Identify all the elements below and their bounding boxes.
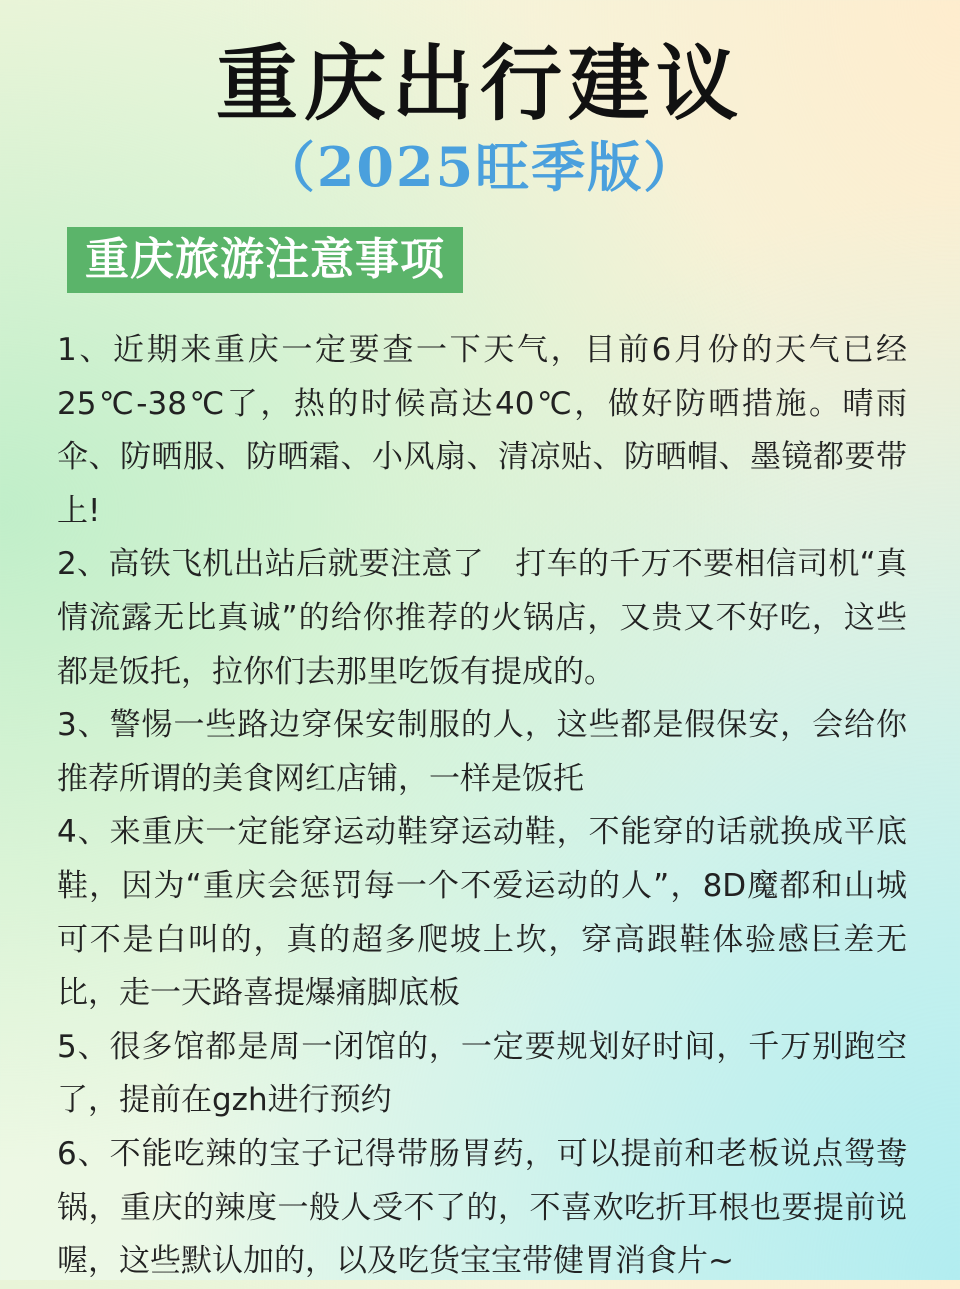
tips-list	[57, 324, 907, 1289]
tip-item-2: 2、高铁飞机出站后就要注意了 打车的千万不要相信司机“真情流露无比真诚”的给你推荐的火锅店，又贵又不好吃，这些都是饭托，拉你们去那里吃饭有提成的。	[57, 546, 907, 690]
tip-item-4: 4、来重庆一定能穿运动鞋穿运动鞋，不能穿的话就换成平底鞋，因为“重庆会惩罚每一个不爱运动的人”，8D魔都和山城可不是白叫的，真的超多爬坡上坎，穿高跟鞋体验感巨差无比，走一天路喜提爆痛脚底板	[57, 814, 907, 1012]
tip-item-5: 5、很多馆都是周一闭馆的，一定要规划好时间，千万别跑空了，提前在gzh进行预约	[57, 1028, 907, 1119]
tip-item-1: 1、近期来重庆一定要查一下天气，目前6月份的天气已经25℃-38℃了，热的时候高达40℃，做好防晒措施。晴雨伞、防晒服、防晒霜、小风扇、清凉贴、防晒帽、墨镜都要带上!	[57, 332, 907, 529]
tip-item-6: 6、不能吃辣的宝子记得带肠胃药，可以提前和老板说点鸳鸯锅，重庆的辣度一般人受不了的，不喜欢吃折耳根也要提前说喔，这些默认加的，以及吃货宝宝带健胃消食片~	[57, 1135, 907, 1280]
page-subtitle: （2025旺季版）	[260, 135, 700, 199]
page-title: 重庆出行建议	[215, 36, 744, 132]
section-heading: 重庆旅游注意事项	[67, 227, 463, 293]
tip-item-3: 3、警惕一些路边穿保安制服的人，这些都是假保安，会给你推荐所谓的美食网红店铺，一样是饭托	[57, 707, 907, 797]
